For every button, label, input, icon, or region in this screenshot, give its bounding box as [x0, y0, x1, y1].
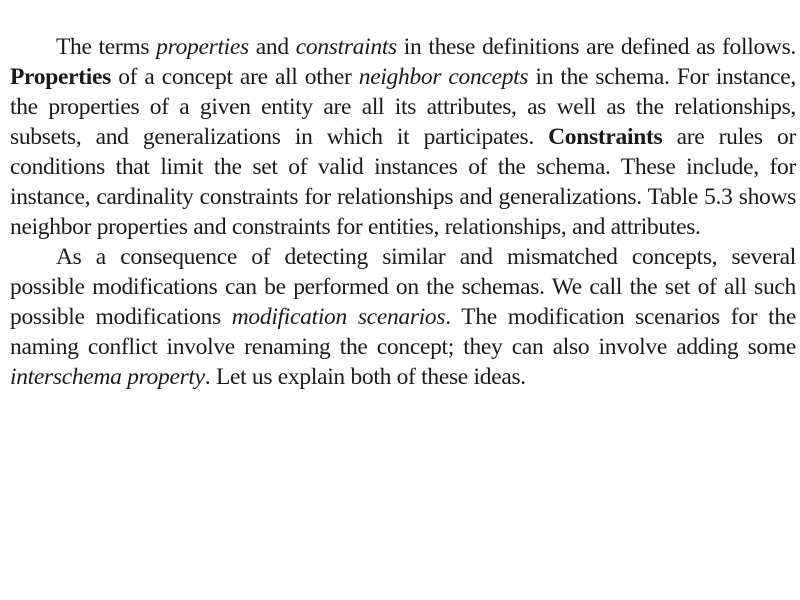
text-segment: of a concept are all other — [110, 64, 359, 90]
text-segment: in these definitions are defined as follows. — [396, 34, 796, 60]
paragraph-properties-constraints — [10, 32, 796, 242]
bold-term-constraints: Constraints — [548, 124, 663, 150]
bold-term-properties: Properties — [10, 64, 111, 90]
text-segment: in the schema. For instance, the properties of a given entity are all its attributes, as well as the relationships, subsets, and generalizations in which it participates. — [10, 64, 796, 150]
text-segment: As a consequence of detecting similar and mismatched concepts, several possible modifications can be performed on the schemas. We call the set of all such possible modifications — [10, 244, 796, 330]
paragraph-modification-scenarios — [10, 242, 796, 392]
term-interschema-property: interschema property — [10, 364, 205, 390]
text-segment: are rules or conditions that limit the set of valid instances of the schema. These include, for instance, cardinality constraints for relationships and generalizations. Table 5.3 shows neighbor properties and constraints for entities, relationships, and attributes. — [10, 124, 796, 240]
term-neighbor-concepts: neighbor concepts — [358, 64, 529, 90]
text-segment: The terms — [56, 34, 157, 60]
term-modification-scenarios: modification scenarios — [231, 304, 446, 330]
term-constraints: constraints — [295, 34, 397, 60]
text-segment: . Let us explain both of these ideas. — [204, 364, 526, 390]
term-properties: properties — [156, 34, 249, 60]
document-page — [10, 32, 796, 392]
text-segment: . The modification scenarios for the naming conflict involve renaming the concept; they can also involve adding some — [10, 304, 796, 360]
text-segment: and — [248, 34, 296, 60]
